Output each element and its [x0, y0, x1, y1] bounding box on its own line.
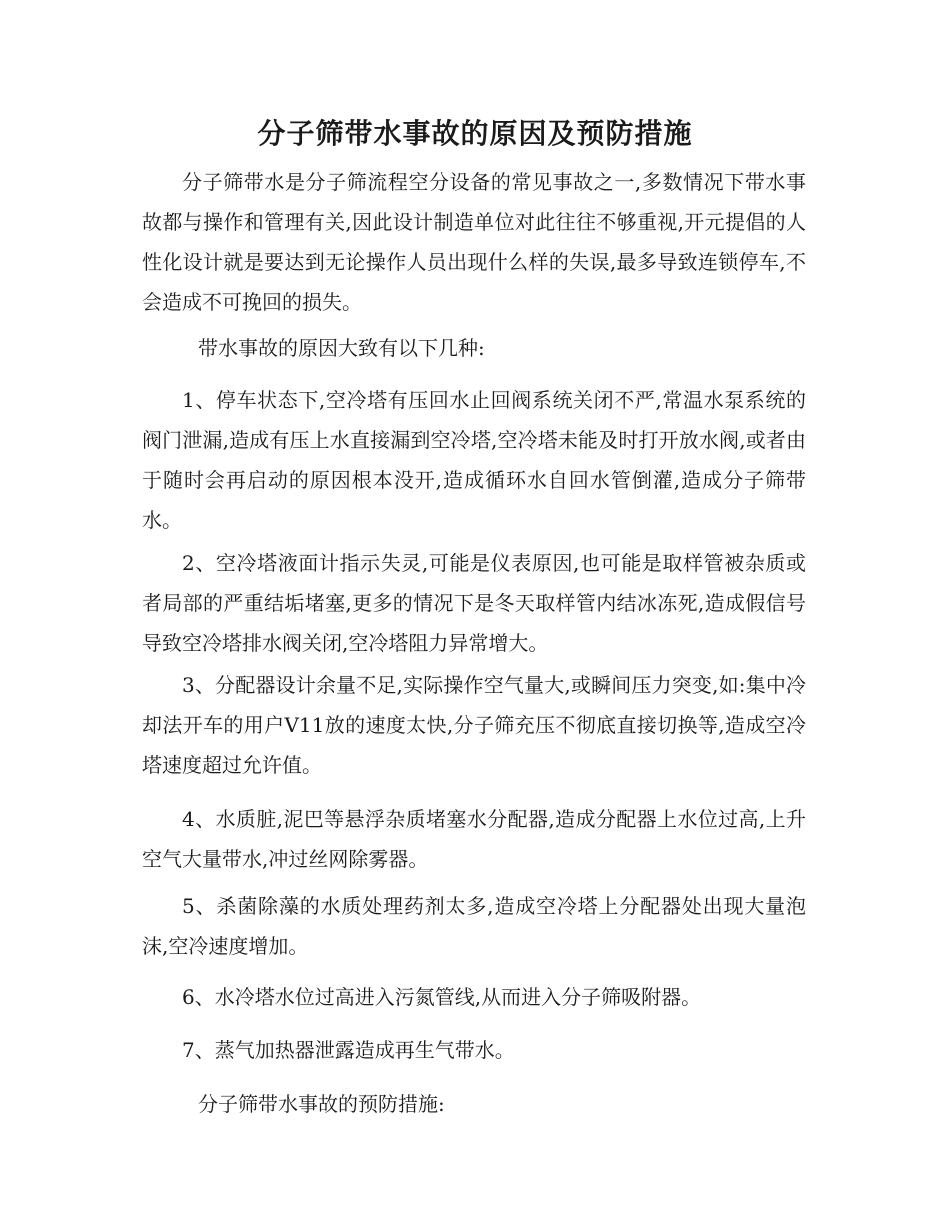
cause-item-7: 7、蒸气加热器泄露造成再生气带水。 — [182, 1038, 515, 1062]
document-title: 分子筛带水事故的原因及预防措施 — [257, 117, 693, 150]
cause-item-1: 1、停车状态下,空冷塔有压回水止回阀系统关闭不严,常温水泵系统的阀门泄漏,造成有压上水直接漏到空冷塔,空冷塔未能及时打开放水阀,或者由于随时会再启动的原因根本没开,造成循环水自回水管倒灌,造成分子筛带水。 — [142, 388, 806, 532]
cause-item-3: 3、分配器设计余量不足,实际操作空气量大,或瞬间压力突变,如:集中冷却法开车的用户V11放的速度太快,分子筛充压不彻底直接切换等,造成空冷塔速度超过允许值。 — [142, 673, 806, 777]
intro-paragraph: 分子筛带水是分子筛流程空分设备的常见事故之一,多数情况下带水事故都与操作和管理有关,因此设计制造单位对此往往不够重视,开元提倡的人性化设计就是要达到无论操作人员出现什么样的失误,最多导致连锁停车,不会造成不可挽回的损失。 — [142, 170, 806, 314]
cause-item-2: 2、空冷塔液面计指示失灵,可能是仪表原因,也可能是取样管被杂质或者局部的严重结垢堵塞,更多的情况下是冬天取样管内结冰冻死,造成假信号导致空冷塔排水阀关闭,空冷塔阻力异常增大。 — [142, 551, 806, 655]
causes-heading: 带水事故的原因大致有以下几种: — [198, 336, 485, 360]
cause-item-5: 5、杀菌除藻的水质处理药剂太多,造成空冷塔上分配器处出现大量泡沫,空冷速度增加。 — [142, 894, 806, 958]
prevention-heading: 分子筛带水事故的预防措施: — [198, 1092, 445, 1116]
cause-item-4: 4、水质脏,泥巴等悬浮杂质堵塞水分配器,造成分配器上水位过高,上升空气大量带水,冲过丝网除雾器。 — [142, 807, 806, 871]
cause-item-6: 6、水冷塔水位过高进入污氮管线,从而进入分子筛吸附器。 — [182, 985, 702, 1009]
